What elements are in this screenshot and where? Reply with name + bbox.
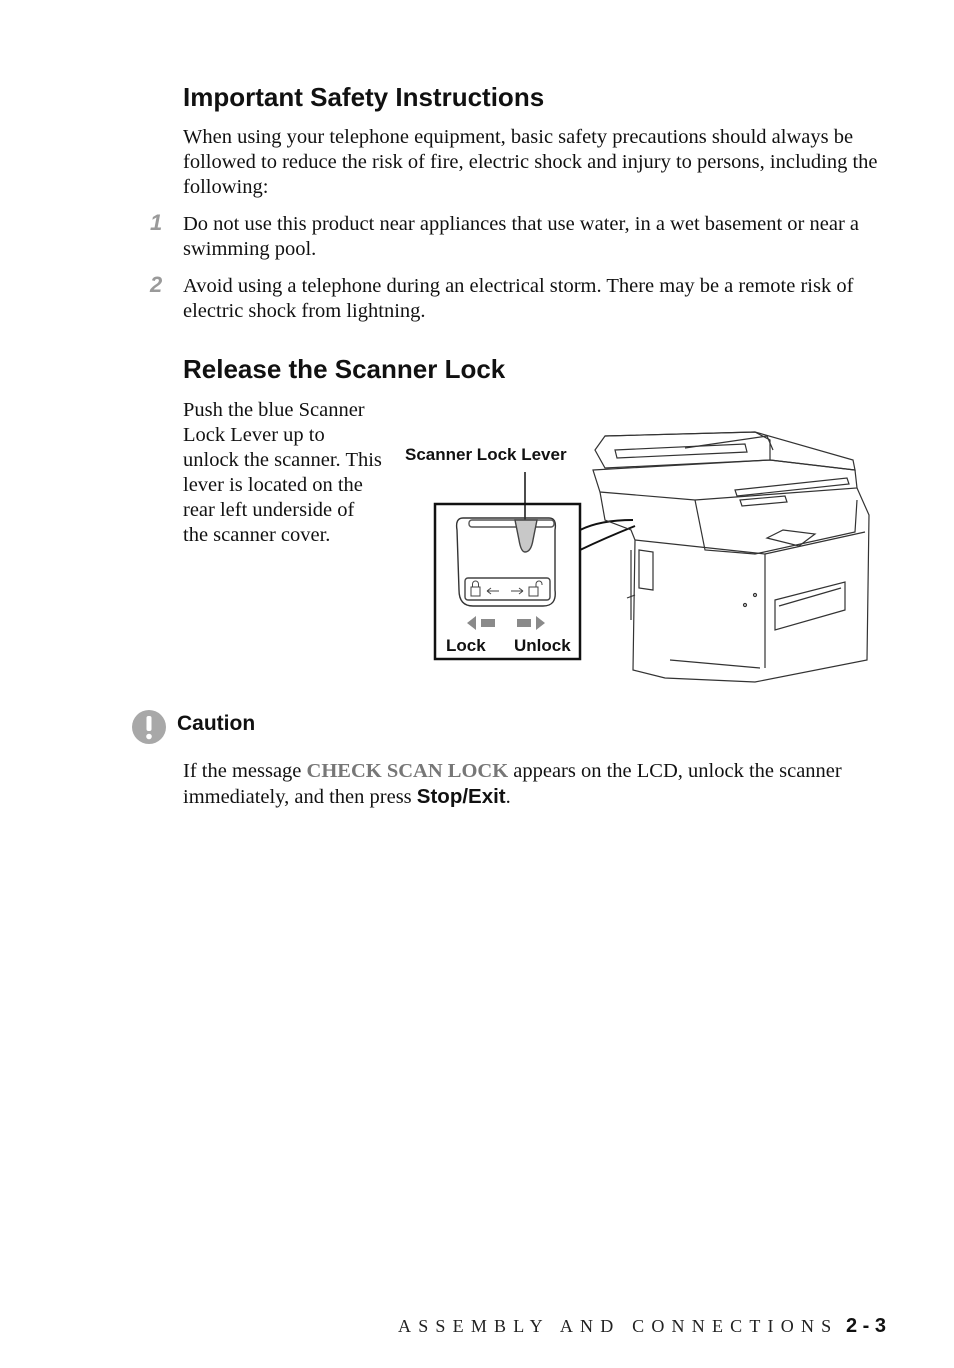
list-item-text: Avoid using a telephone during an electrical storm. There may be a remote risk of electric shock from lightning.: [183, 275, 854, 322]
arrow-right-icon: [517, 616, 545, 630]
section-heading-safety: Important Safety Instructions: [183, 82, 545, 112]
scanner-lock-paragraph: Push the blue Scanner Lock Lever up to unlock the scanner. This lever is located on the rear left underside of the scanner cover.: [183, 399, 382, 546]
section-heading-scanner-lock: Release the Scanner Lock: [183, 354, 506, 384]
scanner-lock-illustration: [395, 420, 885, 685]
caution-text-start: If the message: [183, 760, 307, 782]
caution-paragraph: [183, 759, 888, 810]
caution-text-middle: appears on the LCD, unlock the scanner immediately, and then press: [183, 760, 842, 808]
stop-exit-key: Stop/Exit: [416, 785, 506, 808]
unlock-label: Unlock: [514, 636, 571, 655]
scanner-machine-drawing: [593, 432, 869, 682]
list-item-number: 1: [150, 210, 163, 235]
safety-intro-paragraph: When using your telephone equipment, basic safety precautions should always be followed to reduce the risk of fire, electric shock and injury to persons, including the following:: [183, 126, 878, 198]
callout-label: Scanner Lock Lever: [405, 445, 567, 464]
arrow-left-small-icon: [487, 588, 499, 594]
lcd-message: CHECK SCAN LOCK: [306, 760, 509, 782]
page-number: 2 - 3: [846, 1315, 887, 1337]
padlock-closed-icon: [471, 581, 480, 596]
padlock-open-icon: [529, 581, 542, 596]
lock-label: Lock: [446, 636, 486, 655]
lock-lever: [515, 520, 537, 552]
caution-icon: [131, 709, 167, 745]
arrow-right-small-icon: [511, 588, 523, 594]
footer-section-title: ASSEMBLY AND CONNECTIONS: [398, 1316, 839, 1336]
list-item-text: Do not use this product near appliances that use water, in a wet basement or near a swimming pool.: [183, 213, 860, 260]
list-item-number: 2: [150, 272, 163, 297]
arrow-left-icon: [467, 616, 495, 630]
caution-text-end: .: [505, 786, 511, 808]
caution-heading: Caution: [177, 712, 256, 735]
